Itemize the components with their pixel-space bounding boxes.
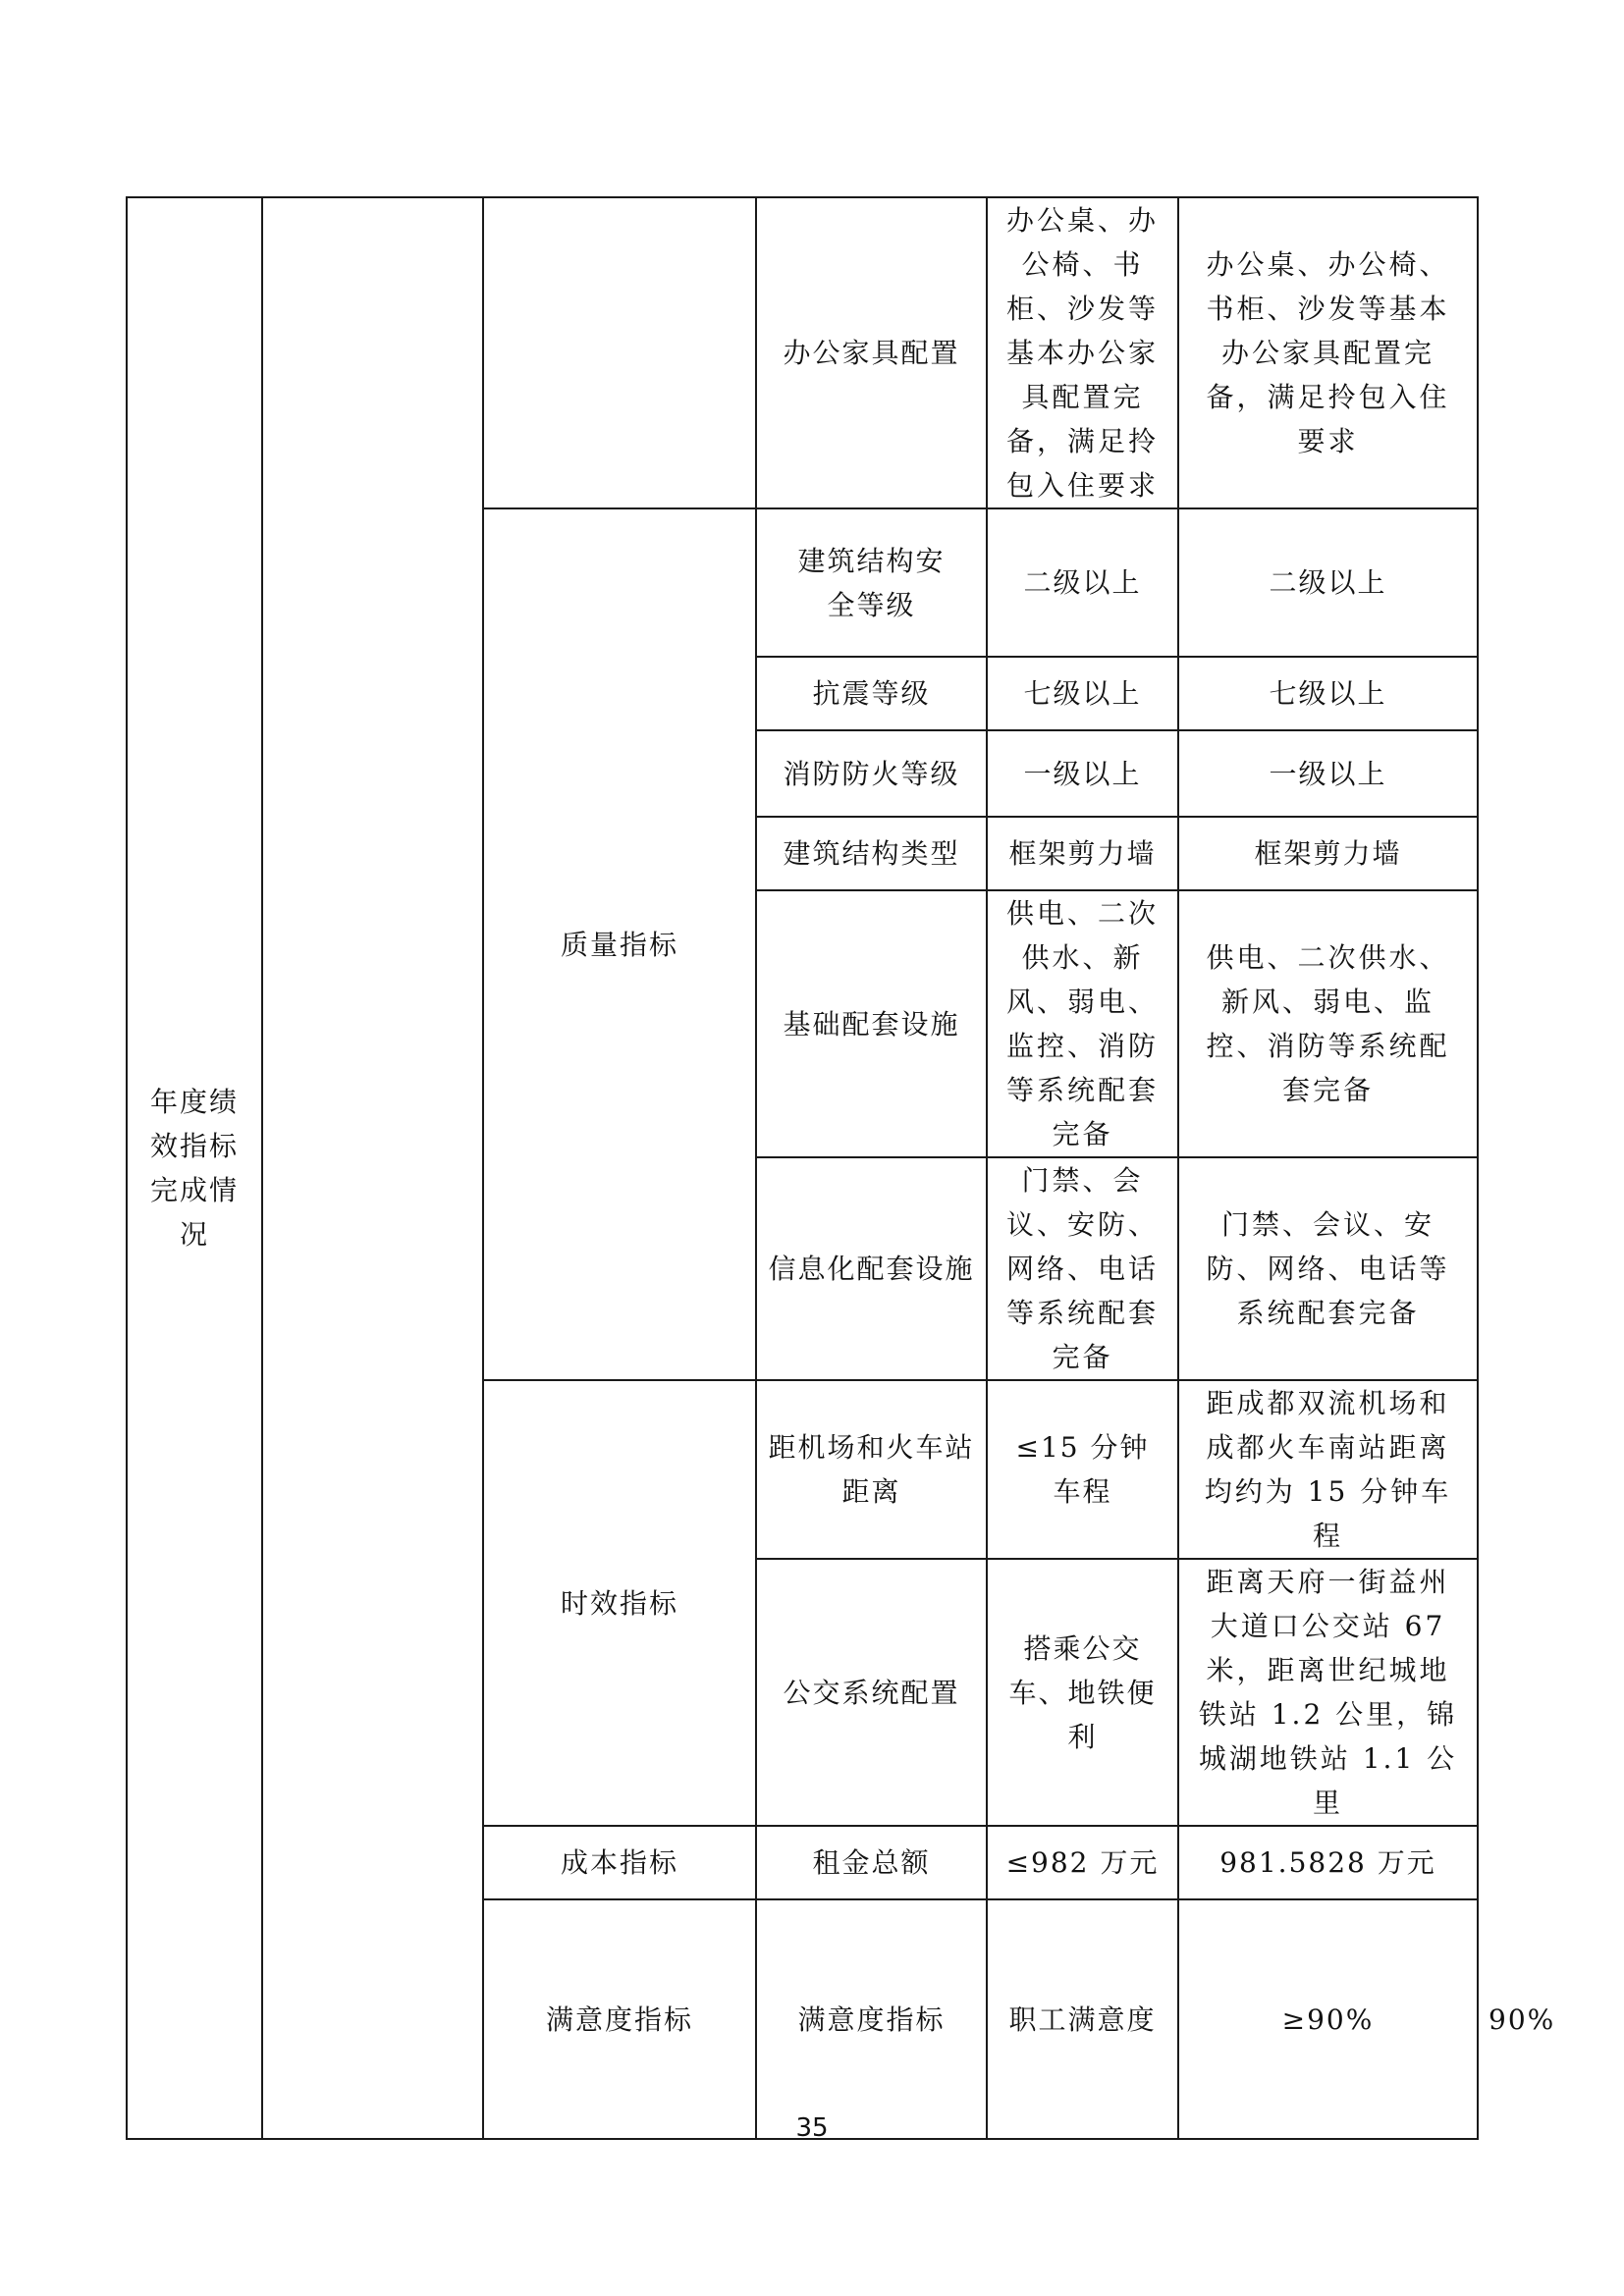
output-indicator-cell <box>262 197 483 2139</box>
structure-safety-actual: 二级以上 <box>1178 508 1478 657</box>
structure-safety-name: 建筑结构安全等级 <box>756 508 987 657</box>
transit-target: 搭乘公交车、地铁便利 <box>987 1559 1178 1826</box>
it-facilities-actual: 门禁、会议、安防、网络、电话等系统配套完备 <box>1178 1157 1478 1380</box>
it-facilities-name: 信息化配套设施 <box>756 1157 987 1380</box>
staff-satisfaction-target: ≥90% <box>1178 1899 1478 2139</box>
structure-safety-target: 二级以上 <box>987 508 1178 657</box>
timeliness-indicator-label: 时效指标 <box>483 1380 756 1826</box>
performance-indicator-table: 年度绩效指标完成情况 办公家具配置 办公桌、办公椅、书柜、沙发等基本办公家具配置完备，满足拎包入住要求 办公桌、办公椅、书柜、沙发等基本办公家具配置完备，满足拎包入住要求 质量指标 建筑结构安全等级 二级以上 二级以上 抗震等级 七级以上 七级以上 消防防火等级 一级以上 一级以上 建筑结构类型 框架剪力墙 框架剪力墙 基础配套设施 供电、二次供水、新风、弱电、监控、消防等系统配套完备 供电、二次供水、新风、弱电、监控、消防等系统配套完备 信息化配套设施 门禁、会议、安防、网络、电话等系统配套完备 门禁、会议、安防、网络、电话等系统配套完备 时效指标 距机场和火车站距离 ≤15 分钟车程 距成都双流机场和成都火车南站距离均约为 15 分钟车程 公交系统配置 搭乘公交车、地铁便利 距离天府一街益州大道口公交站 67 米，距离世纪城地铁站 1.2 公里，锦城湖地铁站 1.1 公里 成本指标 租金总额 ≤982 万元 981.5828 万元 满意度指标 满意度指标 职工满意度 ≥90% 90% <box>126 196 1479 2140</box>
fire-actual: 一级以上 <box>1178 730 1478 817</box>
quality-indicator-label: 质量指标 <box>483 508 756 1380</box>
transit-name: 公交系统配置 <box>756 1559 987 1826</box>
page-number: 35 <box>795 2113 829 2143</box>
satisfaction-group-label: 满意度指标 <box>483 1899 756 2139</box>
cost-indicator-label: 成本指标 <box>483 1826 756 1899</box>
rent-name: 租金总额 <box>756 1826 987 1899</box>
structure-type-target: 框架剪力墙 <box>987 817 1178 890</box>
rent-target: ≤982 万元 <box>987 1826 1178 1899</box>
satisfaction-indicator-label: 满意度指标 <box>756 1899 987 2139</box>
seismic-target: 七级以上 <box>987 657 1178 730</box>
furniture-actual: 办公桌、办公椅、书柜、沙发等基本办公家具配置完备，满足拎包入住要求 <box>1178 197 1478 508</box>
category-cell <box>127 197 262 2139</box>
fire-target: 一级以上 <box>987 730 1178 817</box>
it-facilities-target: 门禁、会议、安防、网络、电话等系统配套完备 <box>987 1157 1178 1380</box>
seismic-name: 抗震等级 <box>756 657 987 730</box>
seismic-actual: 七级以上 <box>1178 657 1478 730</box>
distance-target: ≤15 分钟车程 <box>987 1380 1178 1559</box>
basic-facilities-actual: 供电、二次供水、新风、弱电、监控、消防等系统配套完备 <box>1178 890 1478 1157</box>
furniture-name: 办公家具配置 <box>756 197 987 508</box>
category-label: 年度绩效指标完成情况 <box>149 1086 239 1251</box>
distance-name: 距机场和火车站距离 <box>756 1380 987 1559</box>
secondary-indicator-cell <box>483 197 756 508</box>
distance-actual: 距成都双流机场和成都火车南站距离均约为 15 分钟车程 <box>1178 1380 1478 1559</box>
transit-actual: 距离天府一街益州大道口公交站 67 米，距离世纪城地铁站 1.2 公里，锦城湖地铁站 1.1 公里 <box>1178 1559 1478 1826</box>
staff-satisfaction-name: 职工满意度 <box>987 1899 1178 2139</box>
structure-type-actual: 框架剪力墙 <box>1178 817 1478 890</box>
rent-actual: 981.5828 万元 <box>1178 1826 1478 1899</box>
structure-type-name: 建筑结构类型 <box>756 817 987 890</box>
basic-facilities-target: 供电、二次供水、新风、弱电、监控、消防等系统配套完备 <box>987 890 1178 1157</box>
fire-name: 消防防火等级 <box>756 730 987 817</box>
basic-facilities-name: 基础配套设施 <box>756 890 987 1157</box>
furniture-target: 办公桌、办公椅、书柜、沙发等基本办公家具配置完备，满足拎包入住要求 <box>987 197 1178 508</box>
